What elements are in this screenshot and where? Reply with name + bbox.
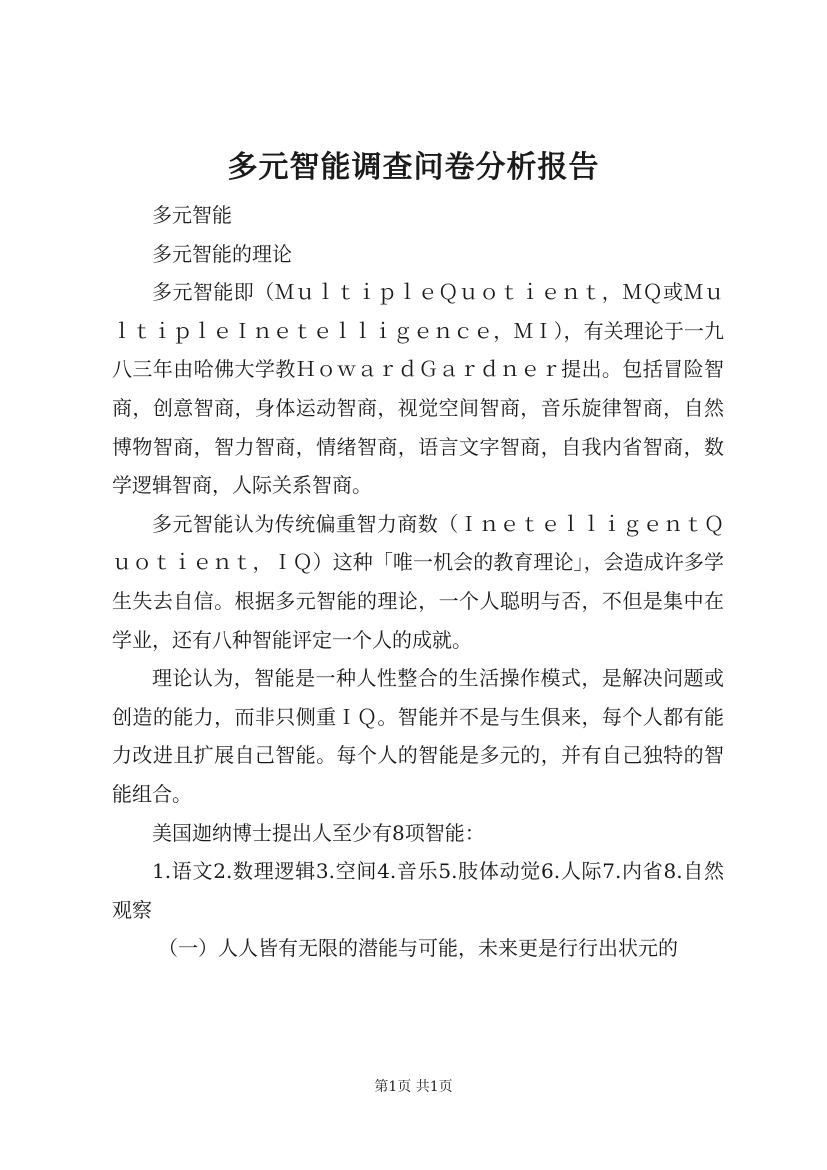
paragraph-eight-intelligences: 美国迦纳博士提出人至少有8项智能：	[152, 820, 485, 845]
document-body	[112, 196, 724, 968]
paragraph-intelligence-list: 1.语文2.数理逻辑3.空间4.音乐5.肢体动觉6.人际7.内省8.自然观察	[112, 859, 724, 922]
paragraph-potential: （一）人人皆有无限的潜能与可能，未来更是行行出状元的	[158, 936, 678, 961]
paragraph-heading-1: 多元智能	[152, 203, 232, 227]
document-title: 多元智能调查问卷分析报告	[227, 150, 600, 185]
paragraph-traditional-iq: 多元智能认为传统偏重智力商数（ＩｎｅｔｅｌｌｉｇｅｎｔＱｕｏｔｉｅｎｔ，ＩＱ）这种「唯一机会的教育理论」，会造成许多学生失去自信。根据多元智能的理论，一个人聪明与否，不但是集中在学业，还有八种智能评定一个人的成就。	[112, 511, 724, 652]
paragraph-heading-2: 多元智能的理论	[152, 241, 292, 266]
paragraph-theory: 理论认为，智能是一种人性整合的生活操作模式，是解决问题或创造的能力，而非只侧重ＩＱ。智能并不是与生俱来，每个人都有能力改进且扩展自己智能。每个人的智能是多元的，并有自己独特的智能组合。	[112, 666, 724, 806]
paragraph-definition: 多元智能即（ＭｕｌｔｉｐｌｅＱｕｏｔｉｅｎｔ，ＭＱ或ＭｕｌｔｉｐｌｅＩｎｅｔｅｌｌｉｇｅｎｃｅ，ＭＩ），有关理论于一九八三年由哈佛大学教ＨｏｗａｒｄＧａｒｄｎｅｒ提出。包括冒险智商，创意智商，身体运动智商，视觉空间智商，音乐旋律智商，自然博物智商，智力智商，情绪智商，语言文字智商，自我内省智商，数学逻辑智商，人际关系智商。	[112, 280, 724, 498]
page-footer: 第1页 共1页	[374, 1079, 453, 1095]
